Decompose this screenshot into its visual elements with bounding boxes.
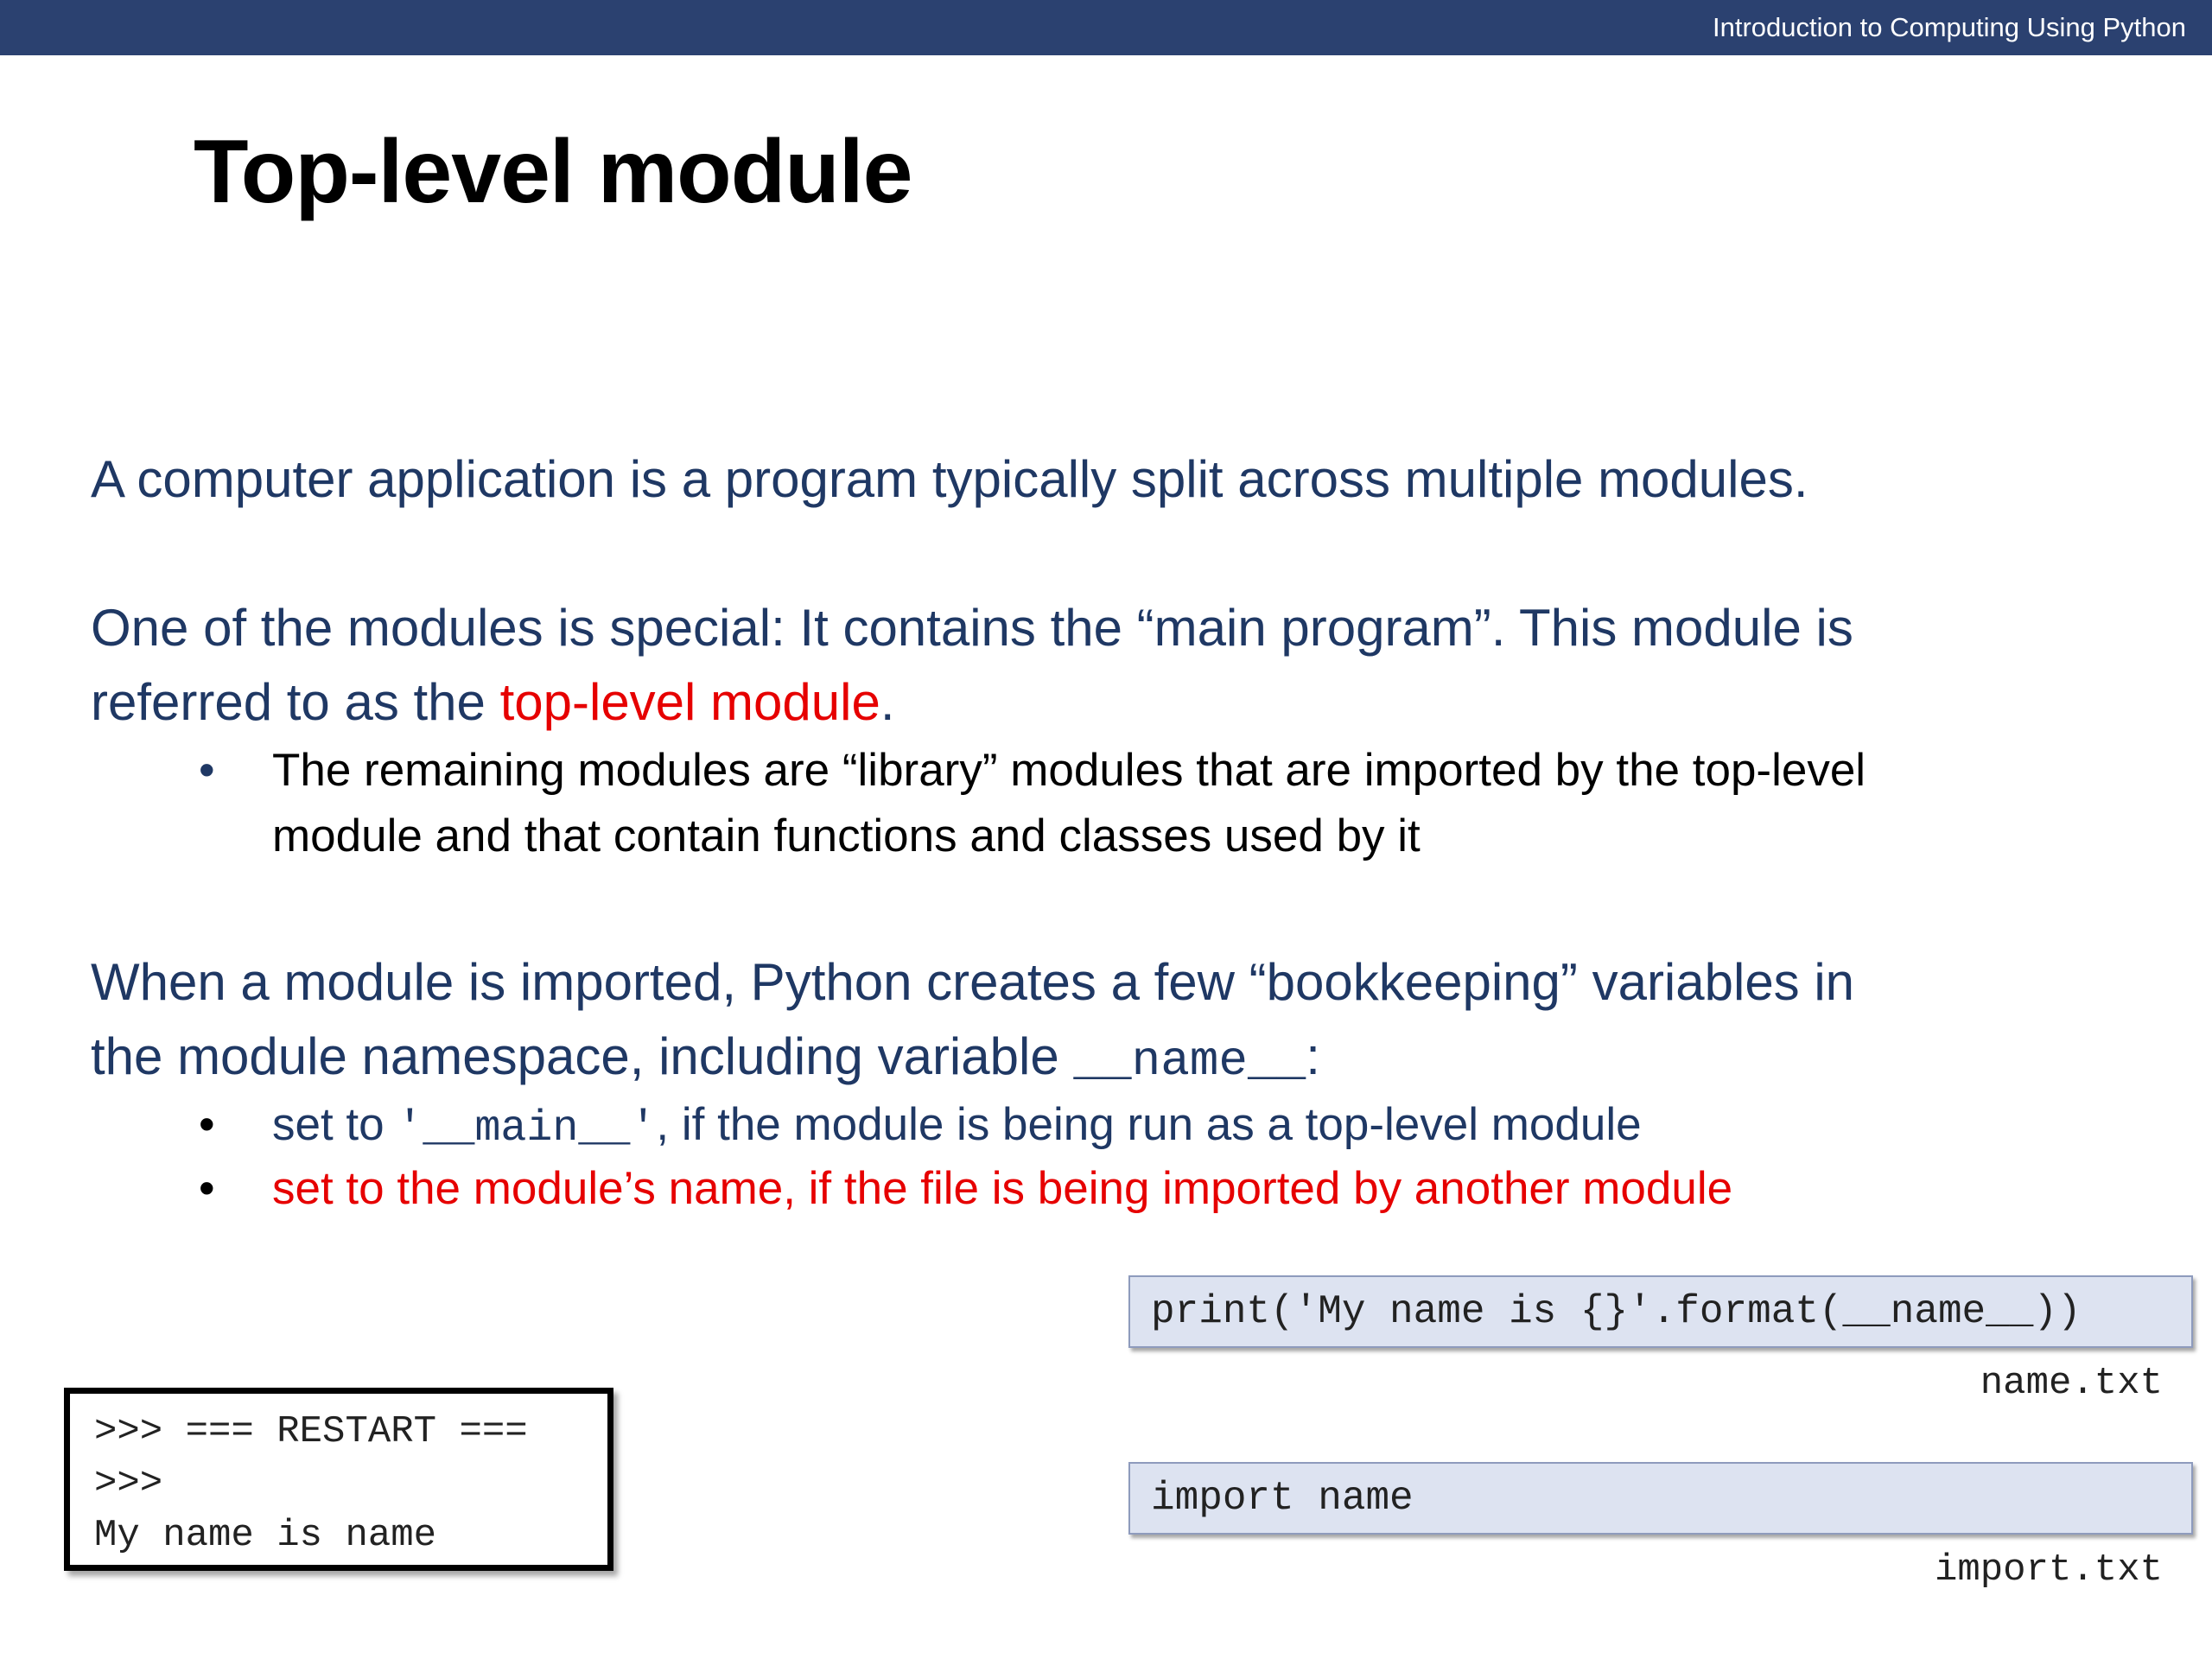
paragraph-bookkeeping (91, 945, 1854, 1098)
line2-suffix: . (880, 673, 895, 731)
paragraph-top-level (91, 591, 1853, 740)
bullet-main-text (272, 1092, 1642, 1162)
code-box-import: import name (1128, 1462, 2193, 1535)
python-shell-output (64, 1388, 613, 1571)
filename-import: import.txt (1934, 1548, 2163, 1592)
line2-prefix: referred to as the (91, 673, 500, 731)
bullet-main-prefix: set to (272, 1099, 397, 1150)
paragraph-intro: A computer application is a program typically split across multiple modules. (91, 450, 1808, 508)
bullet-dot: • (199, 1163, 215, 1214)
paragraph-top-level-line1: One of the modules is special: It contains the “main program”. This module is (91, 599, 1853, 657)
slide-title: Top-level module (194, 122, 912, 222)
paragraph-top-level-line2 (91, 665, 1853, 740)
bullet-module-name-text: set to the module’s name, if the file is being imported by another module (272, 1163, 1733, 1214)
top-level-module-highlight: top-level module (499, 673, 880, 731)
line2-suffix: : (1306, 1027, 1320, 1085)
code-box-name: print('My name is {}'.format(__name__)) (1128, 1275, 2193, 1348)
name-variable-code: __name__ (1073, 1033, 1306, 1089)
bullet-dot: • (199, 1099, 215, 1150)
bullet-library-modules (199, 738, 1866, 869)
main-string-code: '__main__' (397, 1104, 657, 1154)
shell-line: My name is name (94, 1514, 437, 1557)
paragraph-bookkeeping-line2 (91, 1020, 1854, 1098)
bullet-module-name (199, 1156, 1732, 1222)
shell-line: >>> === RESTART === (94, 1410, 528, 1453)
shell-line: >>> (94, 1462, 163, 1505)
header-bar (0, 0, 2212, 55)
bullet-library-line2: module and that contain functions and classes used by it (272, 810, 1421, 861)
bullet-main (199, 1092, 1642, 1162)
course-title: Introduction to Computing Using Python (1713, 12, 2186, 42)
bullet-main-suffix: , if the module is being run as a top-level module (656, 1099, 1642, 1150)
line2-prefix: the module namespace, including variable (91, 1027, 1074, 1085)
paragraph-bookkeeping-line1: When a module is imported, Python creates a few “bookkeeping” variables in (91, 953, 1855, 1011)
filename-name: name.txt (1980, 1362, 2163, 1405)
bullet-dot: • (199, 745, 215, 796)
bullet-library-line1: The remaining modules are “library” modules that are imported by the top-level (272, 745, 1866, 796)
